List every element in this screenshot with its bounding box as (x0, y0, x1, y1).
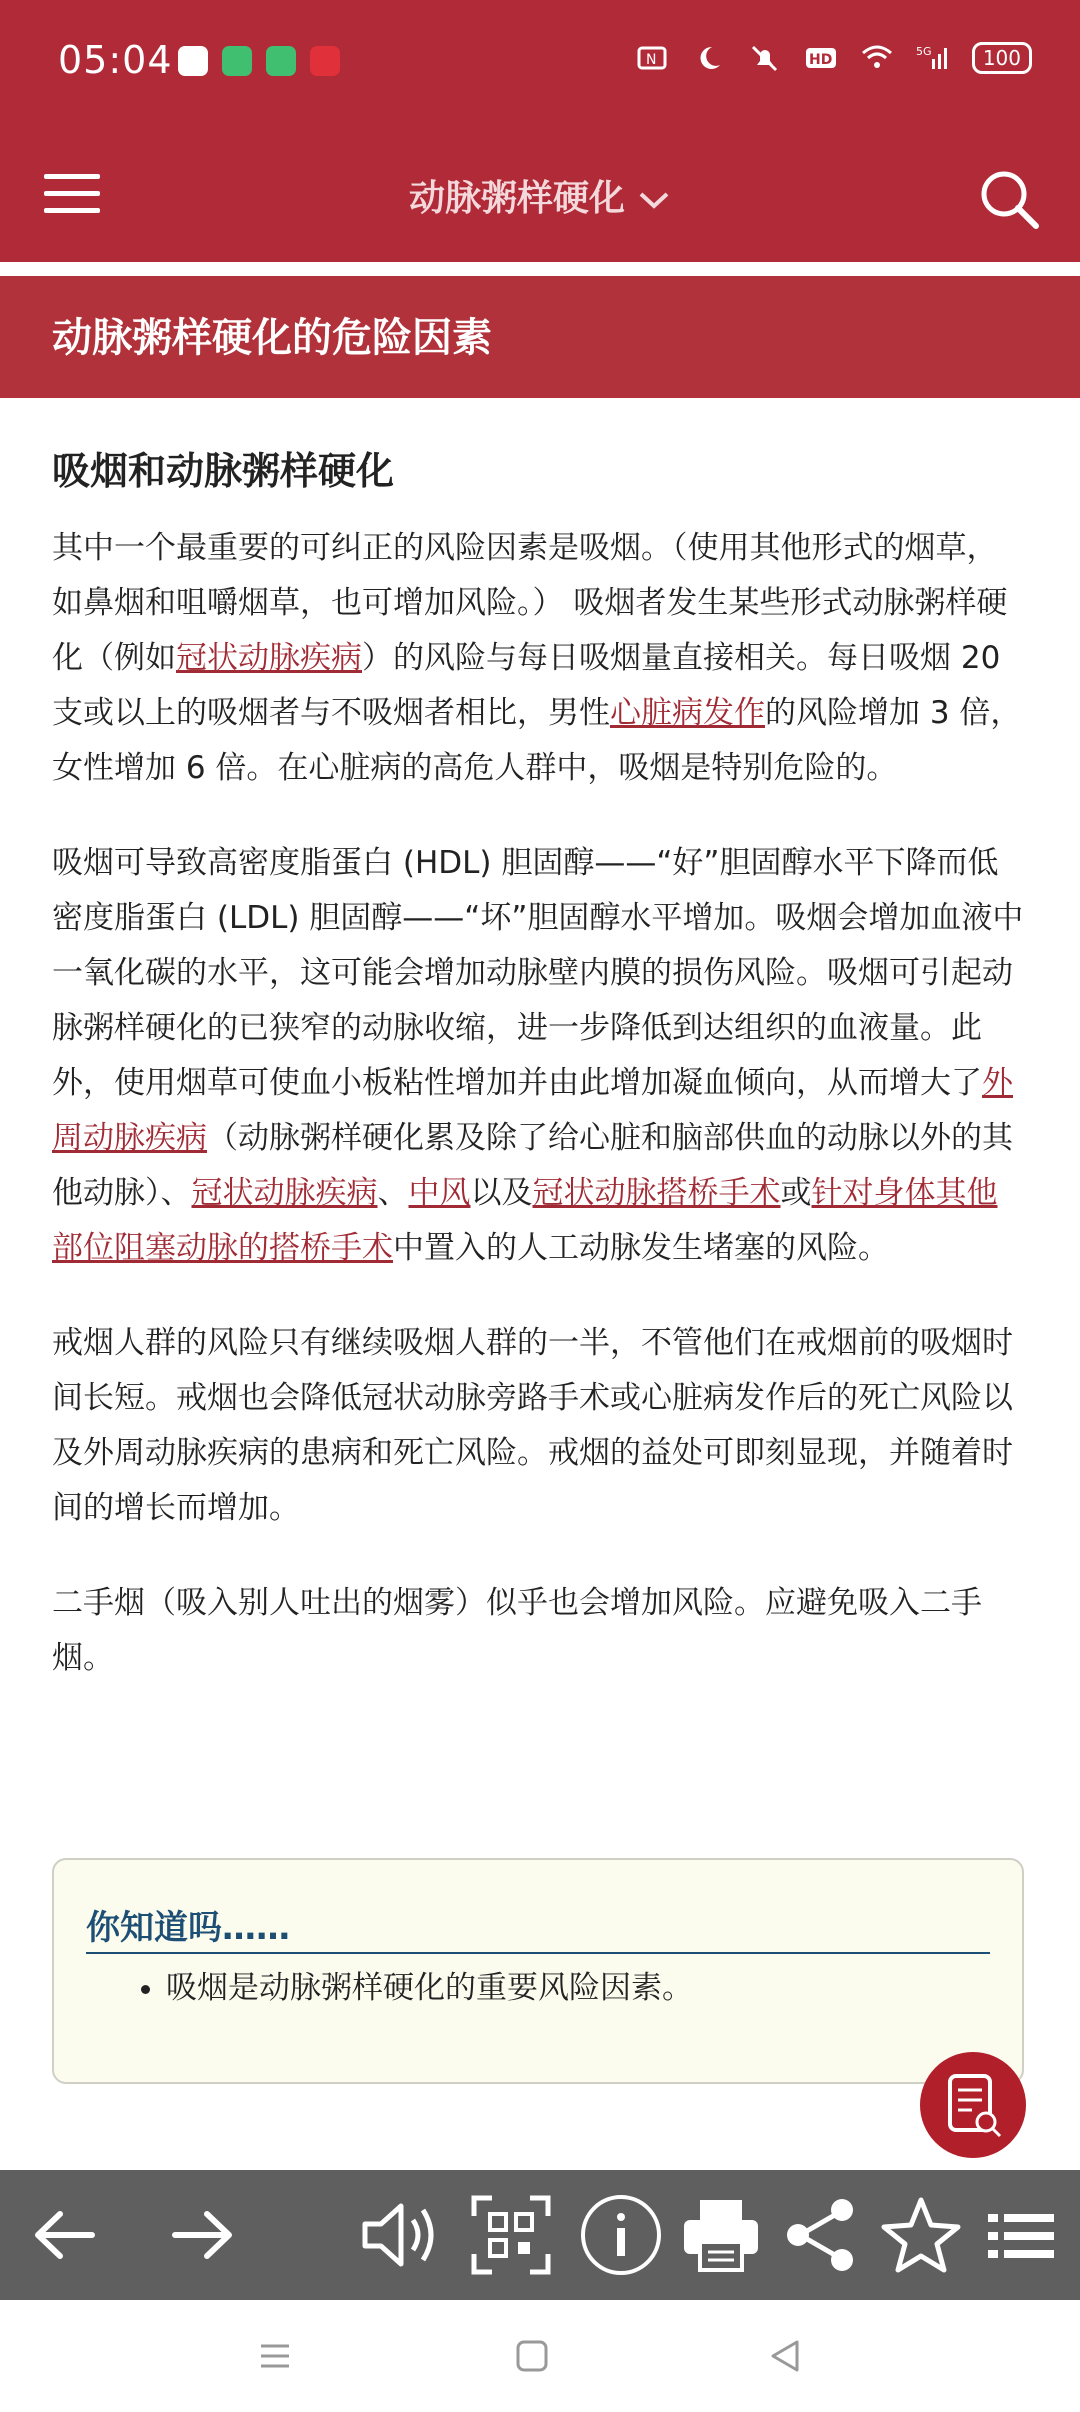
text-run: 或 (780, 1175, 812, 1211)
system-back-button[interactable] (765, 2336, 805, 2376)
info-button[interactable] (576, 2190, 666, 2280)
back-triangle-icon (765, 2336, 805, 2376)
text-run: 的风险增加 3 倍，女性增加 6 倍。在心脏病的高危人群中，吸烟是特别危险的。 (52, 695, 1022, 786)
home-button[interactable] (512, 2336, 552, 2376)
notification-app-icon (310, 46, 340, 76)
chevron-down-icon (637, 180, 671, 221)
text-run: ）的风险与每日吸烟量直接相关。每日吸烟 20 支或以上的吸烟者与不吸烟者相比，男性 (52, 640, 1001, 731)
text-run: 、 (377, 1175, 409, 1211)
share-icon (776, 2190, 866, 2280)
status-time: 05:04 (58, 38, 173, 82)
home-icon (512, 2336, 552, 2376)
app-bar (0, 140, 1080, 250)
status-bar (0, 0, 1080, 120)
link-bypass-surgery-other[interactable]: 针对身体其他部位阻塞动脉的搭桥手术 (52, 1175, 998, 1266)
svg-text:HD: HD (808, 52, 833, 68)
article-paragraph (52, 836, 1027, 1276)
text-run: 中置入的人工动脉发生堵塞的风险。 (393, 1230, 889, 1266)
status-icons (636, 42, 1032, 74)
print-icon (676, 2190, 766, 2280)
did-you-know-box (52, 1858, 1024, 2084)
favorite-button[interactable] (876, 2190, 966, 2280)
topic-title: 动脉粥样硬化 (408, 178, 625, 219)
bottom-toolbar (0, 2170, 1080, 2300)
search-icon (974, 164, 1044, 234)
article-paragraph: 戒烟人群的风险只有继续吸烟人群的一半，不管他们在戒烟前的吸烟时间长短。戒烟也会降低冠状动脉旁路手术或心脏病发作后的死亡风险以及外周动脉疾病的患病和死亡风险。戒烟的益处可即刻显现，并随着时间的增长而增加。 (52, 1325, 1013, 1526)
system-navigation-bar (0, 2300, 1080, 2412)
notification-app-icon (266, 46, 296, 76)
text-run: 其中一个最重要的可纠正的风险因素是吸烟。（使用其他形式的烟草，如鼻烟和咀嚼烟草，也可增加风险。） 吸烟者发生某些形式动脉粥样硬化（例如 (52, 530, 1008, 676)
back-arrow-icon (22, 2190, 112, 2280)
list-icon (976, 2190, 1066, 2280)
text-run: （动脉粥样硬化累及除了给心脏和脑部供血的动脉以外的其他动脉）、 (52, 1120, 1013, 1211)
nfc-icon (636, 43, 670, 73)
list-item: • 吸烟是动脉粥样硬化的重要风险因素。 (166, 1960, 693, 2016)
divider (86, 1952, 990, 1954)
link-stroke[interactable]: 中风 (408, 1175, 471, 1211)
text-run: 以及 (470, 1175, 533, 1211)
contents-list-button[interactable] (976, 2190, 1066, 2280)
battery-icon: 100 (972, 42, 1032, 74)
qr-scan-icon (466, 2190, 556, 2280)
app-header (0, 0, 1080, 262)
share-button[interactable] (776, 2190, 866, 2280)
star-icon (876, 2190, 966, 2280)
svg-text:5G: 5G (915, 45, 932, 58)
link-coronary-bypass-surgery[interactable]: 冠状动脉搭桥手术 (532, 1175, 781, 1211)
scan-button[interactable] (466, 2190, 556, 2280)
link-peripheral-artery-disease[interactable]: 外周动脉疾病 (52, 1065, 1013, 1156)
hd-icon (804, 43, 838, 73)
topic-title-dropdown[interactable] (0, 170, 1080, 221)
notification-app-icon (178, 46, 208, 76)
wifi-icon (860, 43, 894, 73)
article-paragraph: 二手烟（吸入别人吐出的烟雾）似乎也会增加风险。应避免吸入二手烟。 (52, 1585, 982, 1676)
link-heart-attack[interactable]: 心脏病发作 (610, 695, 765, 731)
signal-5g-icon (916, 43, 950, 73)
forward-button[interactable] (155, 2190, 245, 2280)
section-title: 动脉粥样硬化的危险因素 (52, 315, 492, 361)
back-button[interactable] (22, 2190, 112, 2280)
speaker-icon (355, 2190, 445, 2280)
link-coronary-artery-disease[interactable]: 冠状动脉疾病 (191, 1175, 378, 1211)
recent-apps-button[interactable] (255, 2336, 295, 2376)
article-content (52, 440, 1027, 1726)
notification-app-icon (222, 46, 252, 76)
mute-icon (748, 43, 782, 73)
did-you-know-title: 你知道吗…… (86, 1908, 290, 1948)
text-run: 吸烟可导致高密度脂蛋白 (HDL) 胆固醇——“好”胆固醇水平下降而低密度脂蛋白 (LDL) 胆固醇——“坏”胆固醇水平增加。吸烟会增加血液中一氧化碳的水平，这可能会增加动脉壁内膜的损伤风险。吸烟可引起动脉粥样硬化的已狭窄的动脉收缩，进一步降低到达组织的血液量。此外，使用烟草可使血小板粘性增加并由此增加凝血倾向，从而增大了 (52, 845, 1024, 1101)
read-aloud-button[interactable] (355, 2190, 445, 2280)
document-search-button[interactable] (920, 2052, 1026, 2158)
svg-text:N: N (645, 52, 657, 68)
did-you-know-list (166, 1960, 693, 2016)
recent-apps-icon (255, 2336, 295, 2376)
print-button[interactable] (676, 2190, 766, 2280)
article-heading: 吸烟和动脉粥样硬化 (52, 449, 395, 493)
info-icon (576, 2190, 666, 2280)
article-paragraph (52, 521, 1027, 796)
link-coronary-artery-disease[interactable]: 冠状动脉疾病 (176, 640, 362, 676)
document-search-icon (920, 2052, 1026, 2158)
section-banner (0, 276, 1080, 398)
moon-icon (692, 43, 726, 73)
forward-arrow-icon (155, 2190, 245, 2280)
search-button[interactable] (974, 164, 1044, 234)
